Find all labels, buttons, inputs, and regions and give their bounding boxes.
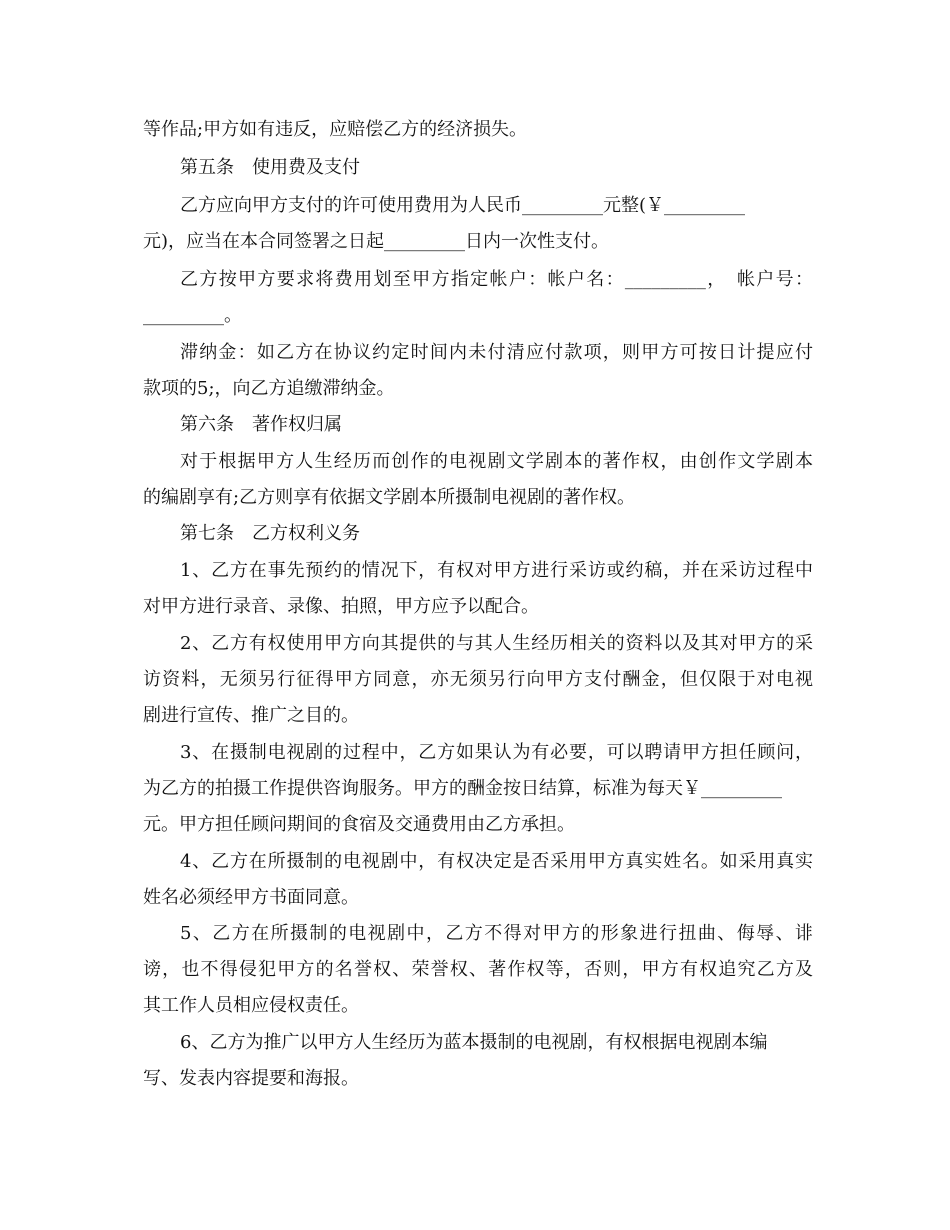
text-line: 4、乙方在所摄制的电视剧中，有权决定是否采用甲方真实姓名。如采用真实	[180, 851, 813, 872]
text-line: 乙方应向甲方支付的许可使用费用为人民币_________元整(￥_________	[180, 195, 746, 216]
text-line: 写、发表内容提要和海报。	[143, 1068, 359, 1089]
section-heading-article-6: 第六条 著作权归属	[180, 414, 342, 435]
text-line: 访资料，无须另行征得甲方同意，亦无须另行向甲方支付酬金，但仅限于对电视	[143, 669, 813, 690]
text-line: 元)，应当在本合同签署之日起_________日内一次性支付。	[143, 231, 610, 252]
text-line: _________。	[143, 305, 242, 326]
text-line: 6、乙方为推广以甲方人生经历为蓝本摄制的电视剧，有权根据电视剧本编	[180, 1032, 768, 1053]
section-heading-article-7: 第七条 乙方权利义务	[180, 523, 360, 544]
text-line: 等作品;甲方如有违反，应赔偿乙方的经济损失。	[143, 119, 528, 140]
text-line: 的编剧享有;乙方则享有依据文学剧本所摄制电视剧的著作权。	[143, 487, 636, 508]
text-line: 对于根据甲方人生经历而创作的电视剧文学剧本的著作权，由创作文学剧本	[180, 451, 813, 472]
text-line: 谤，也不得侵犯甲方的名誉权、荣誉权、著作权等，否则，甲方有权追究乙方及	[143, 959, 813, 980]
text-line: 2、乙方有权使用甲方向其提供的与其人生经历相关的资料以及其对甲方的采	[180, 633, 813, 654]
text-line: 姓名必须经甲方书面同意。	[143, 887, 359, 908]
text-line: 乙方按甲方要求将费用划至甲方指定帐户：帐户名：_________， 帐户号：	[180, 269, 813, 290]
text-line: 款项的5;，向乙方追缴滞纳金。	[143, 378, 395, 399]
text-line: 1、乙方在事先预约的情况下，有权对甲方进行采访或约稿，并在采访过程中	[180, 560, 813, 581]
text-line: 滞纳金：如乙方在协议约定时间内未付清应付款项，则甲方可按日计提应付	[180, 342, 813, 363]
text-line: 5、乙方在所摄制的电视剧中，乙方不得对甲方的形象进行扭曲、侮辱、诽	[180, 923, 813, 944]
text-line: 为乙方的拍摄工作提供咨询服务。甲方的酬金按日结算，标准为每天￥_________	[143, 778, 782, 799]
text-line: 其工作人员相应侵权责任。	[143, 995, 359, 1016]
text-line: 3、在摄制电视剧的过程中，乙方如果认为有必要，可以聘请甲方担任顾问，	[180, 742, 813, 763]
text-line: 元。甲方担任顾问期间的食宿及交通费用由乙方承担。	[143, 814, 575, 835]
text-line: 剧进行宣传、推广之目的。	[143, 705, 359, 726]
text-line: 对甲方进行录音、录像、拍照，甲方应予以配合。	[143, 596, 539, 617]
section-heading-article-5: 第五条 使用费及支付	[180, 157, 360, 178]
